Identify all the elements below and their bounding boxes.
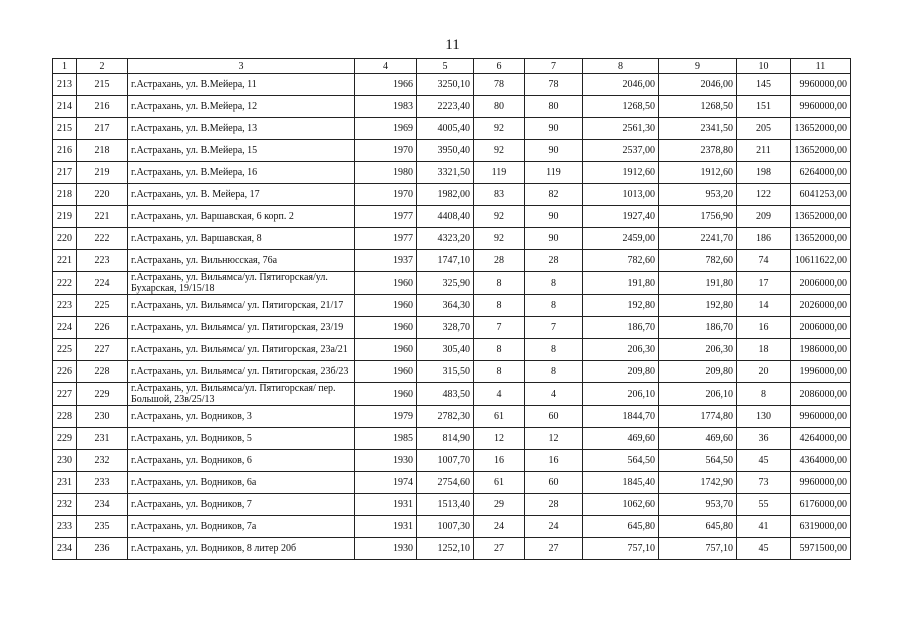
cell-total-area: 2223,40 — [417, 96, 474, 118]
cell-area-a: 564,50 — [583, 450, 659, 472]
table-row — [53, 206, 851, 228]
cell-address: г.Астрахань, ул. В.Мейера, 12 — [128, 96, 355, 118]
cell-area-b: 2241,70 — [659, 228, 737, 250]
cell-row-index: 227 — [53, 383, 77, 406]
cell-residents: 55 — [737, 494, 791, 516]
cell-count-a: 80 — [474, 96, 525, 118]
cell-object-number: 223 — [77, 250, 128, 272]
cell-row-index: 214 — [53, 96, 77, 118]
table-row — [53, 96, 851, 118]
cell-year-built: 1970 — [355, 140, 417, 162]
cell-area-b: 757,10 — [659, 538, 737, 560]
table-row — [53, 228, 851, 250]
table-row — [53, 428, 851, 450]
column-header-7: 7 — [525, 59, 583, 74]
table-row — [53, 339, 851, 361]
cell-residents: 8 — [737, 383, 791, 406]
cell-cost: 13652000,00 — [791, 118, 851, 140]
cell-cost: 2026000,00 — [791, 295, 851, 317]
cell-area-b: 2046,00 — [659, 74, 737, 96]
cell-count-b: 7 — [525, 317, 583, 339]
cell-area-b: 564,50 — [659, 450, 737, 472]
cell-area-b: 209,80 — [659, 361, 737, 383]
cell-area-b: 1268,50 — [659, 96, 737, 118]
cell-row-index: 229 — [53, 428, 77, 450]
cell-area-a: 1912,60 — [583, 162, 659, 184]
cell-address: г.Астрахань, ул. Водников, 7 — [128, 494, 355, 516]
cell-residents: 45 — [737, 450, 791, 472]
cell-area-a: 469,60 — [583, 428, 659, 450]
cell-count-b: 82 — [525, 184, 583, 206]
cell-cost: 2006000,00 — [791, 317, 851, 339]
cell-count-b: 27 — [525, 538, 583, 560]
cell-residents: 73 — [737, 472, 791, 494]
cell-residents: 186 — [737, 228, 791, 250]
column-header-6: 6 — [474, 59, 525, 74]
cell-cost: 9960000,00 — [791, 406, 851, 428]
cell-row-index: 225 — [53, 339, 77, 361]
cell-year-built: 1960 — [355, 383, 417, 406]
cell-count-a: 7 — [474, 317, 525, 339]
cell-area-a: 2046,00 — [583, 74, 659, 96]
cell-count-a: 16 — [474, 450, 525, 472]
cell-cost: 1986000,00 — [791, 339, 851, 361]
cell-object-number: 224 — [77, 272, 128, 295]
table-row — [53, 184, 851, 206]
cell-total-area: 1007,30 — [417, 516, 474, 538]
cell-object-number: 222 — [77, 228, 128, 250]
cell-count-b: 80 — [525, 96, 583, 118]
cell-area-a: 2561,30 — [583, 118, 659, 140]
cell-residents: 74 — [737, 250, 791, 272]
cell-year-built: 1930 — [355, 450, 417, 472]
cell-object-number: 230 — [77, 406, 128, 428]
page-number: 11 — [445, 37, 460, 53]
cell-count-a: 24 — [474, 516, 525, 538]
cell-area-b: 206,10 — [659, 383, 737, 406]
cell-object-number: 235 — [77, 516, 128, 538]
cell-count-b: 78 — [525, 74, 583, 96]
cell-area-b: 2341,50 — [659, 118, 737, 140]
cell-address: г.Астрахань, ул. Варшавская, 6 корп. 2 — [128, 206, 355, 228]
cell-year-built: 1960 — [355, 272, 417, 295]
cell-residents: 151 — [737, 96, 791, 118]
cell-count-b: 8 — [525, 272, 583, 295]
table-header-row — [53, 59, 851, 74]
table-row — [53, 250, 851, 272]
cell-residents: 205 — [737, 118, 791, 140]
cell-area-a: 1844,70 — [583, 406, 659, 428]
column-header-3: 3 — [128, 59, 355, 74]
cell-count-a: 119 — [474, 162, 525, 184]
cell-total-area: 4005,40 — [417, 118, 474, 140]
cell-count-a: 8 — [474, 295, 525, 317]
cell-address: г.Астрахань, ул. В. Мейера, 17 — [128, 184, 355, 206]
cell-year-built: 1983 — [355, 96, 417, 118]
cell-address: г.Астрахань, ул. Водников, 6 — [128, 450, 355, 472]
cell-area-b: 1756,90 — [659, 206, 737, 228]
cell-object-number: 219 — [77, 162, 128, 184]
cell-count-b: 12 — [525, 428, 583, 450]
cell-count-a: 78 — [474, 74, 525, 96]
cell-cost: 4264000,00 — [791, 428, 851, 450]
table-row — [53, 295, 851, 317]
cell-object-number: 229 — [77, 383, 128, 406]
cell-year-built: 1974 — [355, 472, 417, 494]
cell-row-index: 220 — [53, 228, 77, 250]
column-header-9: 9 — [659, 59, 737, 74]
cell-object-number: 218 — [77, 140, 128, 162]
cell-residents: 198 — [737, 162, 791, 184]
cell-residents: 16 — [737, 317, 791, 339]
cell-total-area: 3250,10 — [417, 74, 474, 96]
table-row — [53, 406, 851, 428]
cell-address: г.Астрахань, ул. Вильямса/ул. Пятигорская/ пер. Большой, 23в/25/13 — [128, 383, 355, 406]
cell-year-built: 1977 — [355, 206, 417, 228]
cell-year-built: 1979 — [355, 406, 417, 428]
housing-registry-table — [52, 58, 851, 560]
cell-area-a: 209,80 — [583, 361, 659, 383]
cell-cost: 9960000,00 — [791, 74, 851, 96]
cell-address: г.Астрахань, ул. В.Мейера, 15 — [128, 140, 355, 162]
cell-cost: 10611622,00 — [791, 250, 851, 272]
cell-area-b: 186,70 — [659, 317, 737, 339]
cell-row-index: 216 — [53, 140, 77, 162]
cell-cost: 4364000,00 — [791, 450, 851, 472]
cell-year-built: 1960 — [355, 295, 417, 317]
cell-total-area: 814,90 — [417, 428, 474, 450]
cell-total-area: 315,50 — [417, 361, 474, 383]
table-row — [53, 272, 851, 295]
cell-area-a: 1062,60 — [583, 494, 659, 516]
table-row — [53, 74, 851, 96]
cell-row-index: 230 — [53, 450, 77, 472]
cell-year-built: 1960 — [355, 317, 417, 339]
cell-area-a: 2537,00 — [583, 140, 659, 162]
cell-year-built: 1930 — [355, 538, 417, 560]
cell-total-area: 2782,30 — [417, 406, 474, 428]
cell-count-b: 28 — [525, 494, 583, 516]
cell-residents: 122 — [737, 184, 791, 206]
cell-count-a: 29 — [474, 494, 525, 516]
cell-area-b: 645,80 — [659, 516, 737, 538]
cell-count-b: 60 — [525, 406, 583, 428]
cell-address: г.Астрахань, ул. Вильнюсская, 76а — [128, 250, 355, 272]
cell-residents: 36 — [737, 428, 791, 450]
cell-address: г.Астрахань, ул. В.Мейера, 11 — [128, 74, 355, 96]
cell-area-a: 782,60 — [583, 250, 659, 272]
cell-total-area: 305,40 — [417, 339, 474, 361]
cell-address: г.Астрахань, ул. Водников, 6а — [128, 472, 355, 494]
column-header-2: 2 — [77, 59, 128, 74]
cell-cost: 6264000,00 — [791, 162, 851, 184]
cell-residents: 41 — [737, 516, 791, 538]
cell-row-index: 224 — [53, 317, 77, 339]
cell-area-a: 186,70 — [583, 317, 659, 339]
cell-total-area: 3321,50 — [417, 162, 474, 184]
cell-object-number: 234 — [77, 494, 128, 516]
cell-object-number: 231 — [77, 428, 128, 450]
cell-area-b: 206,30 — [659, 339, 737, 361]
table-row — [53, 472, 851, 494]
cell-row-index: 215 — [53, 118, 77, 140]
cell-area-b: 953,20 — [659, 184, 737, 206]
cell-row-index: 223 — [53, 295, 77, 317]
cell-count-b: 90 — [525, 206, 583, 228]
cell-area-b: 1742,90 — [659, 472, 737, 494]
cell-area-a: 1013,00 — [583, 184, 659, 206]
cell-object-number: 233 — [77, 472, 128, 494]
cell-area-b: 1774,80 — [659, 406, 737, 428]
cell-row-index: 219 — [53, 206, 77, 228]
cell-area-b: 1912,60 — [659, 162, 737, 184]
table-row — [53, 317, 851, 339]
cell-count-b: 4 — [525, 383, 583, 406]
cell-residents: 14 — [737, 295, 791, 317]
cell-row-index: 232 — [53, 494, 77, 516]
cell-total-area: 1982,00 — [417, 184, 474, 206]
cell-cost: 9960000,00 — [791, 472, 851, 494]
cell-count-a: 61 — [474, 472, 525, 494]
cell-row-index: 218 — [53, 184, 77, 206]
cell-object-number: 226 — [77, 317, 128, 339]
cell-address: г.Астрахань, ул. Вильямса/ ул. Пятигорская, 21/17 — [128, 295, 355, 317]
cell-residents: 209 — [737, 206, 791, 228]
cell-address: г.Астрахань, ул. Водников, 7а — [128, 516, 355, 538]
cell-count-a: 8 — [474, 361, 525, 383]
cell-residents: 17 — [737, 272, 791, 295]
cell-total-area: 1252,10 — [417, 538, 474, 560]
cell-address: г.Астрахань, ул. Водников, 5 — [128, 428, 355, 450]
cell-object-number: 236 — [77, 538, 128, 560]
table-row — [53, 450, 851, 472]
cell-count-b: 90 — [525, 228, 583, 250]
cell-area-b: 2378,80 — [659, 140, 737, 162]
cell-total-area: 3950,40 — [417, 140, 474, 162]
cell-count-a: 8 — [474, 272, 525, 295]
cell-cost: 13652000,00 — [791, 206, 851, 228]
cell-address: г.Астрахань, ул. Варшавская, 8 — [128, 228, 355, 250]
cell-year-built: 1937 — [355, 250, 417, 272]
cell-count-a: 28 — [474, 250, 525, 272]
cell-row-index: 213 — [53, 74, 77, 96]
cell-count-a: 61 — [474, 406, 525, 428]
cell-area-a: 1268,50 — [583, 96, 659, 118]
cell-row-index: 234 — [53, 538, 77, 560]
cell-cost: 6041253,00 — [791, 184, 851, 206]
cell-row-index: 221 — [53, 250, 77, 272]
table-body — [53, 74, 851, 560]
cell-count-a: 4 — [474, 383, 525, 406]
cell-year-built: 1977 — [355, 228, 417, 250]
cell-count-a: 12 — [474, 428, 525, 450]
cell-count-a: 92 — [474, 140, 525, 162]
table-row — [53, 494, 851, 516]
column-header-5: 5 — [417, 59, 474, 74]
cell-count-b: 8 — [525, 361, 583, 383]
cell-total-area: 1513,40 — [417, 494, 474, 516]
cell-total-area: 4408,40 — [417, 206, 474, 228]
cell-area-a: 192,80 — [583, 295, 659, 317]
cell-address: г.Астрахань, ул. Вильямса/ ул. Пятигорская, 23/19 — [128, 317, 355, 339]
cell-area-a: 206,30 — [583, 339, 659, 361]
cell-cost: 13652000,00 — [791, 140, 851, 162]
cell-object-number: 221 — [77, 206, 128, 228]
table-row — [53, 516, 851, 538]
cell-count-a: 92 — [474, 206, 525, 228]
column-header-11: 11 — [791, 59, 851, 74]
cell-total-area: 483,50 — [417, 383, 474, 406]
cell-row-index: 231 — [53, 472, 77, 494]
cell-count-b: 24 — [525, 516, 583, 538]
column-header-1: 1 — [53, 59, 77, 74]
cell-year-built: 1985 — [355, 428, 417, 450]
cell-residents: 211 — [737, 140, 791, 162]
table-row — [53, 162, 851, 184]
cell-count-b: 28 — [525, 250, 583, 272]
cell-address: г.Астрахань, ул. В.Мейера, 13 — [128, 118, 355, 140]
cell-address: г.Астрахань, ул. Вильямса/ ул. Пятигорская, 23а/21 — [128, 339, 355, 361]
cell-residents: 18 — [737, 339, 791, 361]
cell-address: г.Астрахань, ул. Вильямса/ ул. Пятигорская, 23б/23 — [128, 361, 355, 383]
cell-cost: 13652000,00 — [791, 228, 851, 250]
cell-area-b: 469,60 — [659, 428, 737, 450]
cell-cost: 1996000,00 — [791, 361, 851, 383]
cell-object-number: 228 — [77, 361, 128, 383]
cell-count-b: 8 — [525, 295, 583, 317]
table-row — [53, 118, 851, 140]
cell-count-a: 92 — [474, 228, 525, 250]
column-header-8: 8 — [583, 59, 659, 74]
cell-area-a: 1927,40 — [583, 206, 659, 228]
cell-year-built: 1960 — [355, 339, 417, 361]
cell-object-number: 216 — [77, 96, 128, 118]
cell-year-built: 1966 — [355, 74, 417, 96]
cell-row-index: 217 — [53, 162, 77, 184]
cell-count-b: 8 — [525, 339, 583, 361]
cell-total-area: 364,30 — [417, 295, 474, 317]
cell-row-index: 222 — [53, 272, 77, 295]
cell-area-b: 192,80 — [659, 295, 737, 317]
cell-row-index: 226 — [53, 361, 77, 383]
cell-address: г.Астрахань, ул. Водников, 3 — [128, 406, 355, 428]
table-row — [53, 361, 851, 383]
cell-cost: 6319000,00 — [791, 516, 851, 538]
cell-total-area: 325,90 — [417, 272, 474, 295]
cell-residents: 20 — [737, 361, 791, 383]
cell-total-area: 1007,70 — [417, 450, 474, 472]
cell-year-built: 1931 — [355, 494, 417, 516]
cell-cost: 6176000,00 — [791, 494, 851, 516]
cell-row-index: 233 — [53, 516, 77, 538]
cell-year-built: 1931 — [355, 516, 417, 538]
cell-area-a: 206,10 — [583, 383, 659, 406]
cell-count-b: 90 — [525, 140, 583, 162]
table-row — [53, 538, 851, 560]
table-row — [53, 140, 851, 162]
cell-count-b: 60 — [525, 472, 583, 494]
cell-address: г.Астрахань, ул. Вильямса/ул. Пятигорская/ул. Бухарская, 19/15/18 — [128, 272, 355, 295]
column-header-4: 4 — [355, 59, 417, 74]
cell-area-a: 757,10 — [583, 538, 659, 560]
cell-year-built: 1969 — [355, 118, 417, 140]
cell-count-a: 92 — [474, 118, 525, 140]
cell-object-number: 217 — [77, 118, 128, 140]
cell-area-a: 1845,40 — [583, 472, 659, 494]
cell-object-number: 232 — [77, 450, 128, 472]
cell-object-number: 215 — [77, 74, 128, 96]
cell-address: г.Астрахань, ул. В.Мейера, 16 — [128, 162, 355, 184]
cell-total-area: 2754,60 — [417, 472, 474, 494]
cell-object-number: 227 — [77, 339, 128, 361]
cell-count-a: 8 — [474, 339, 525, 361]
cell-cost: 2086000,00 — [791, 383, 851, 406]
column-header-10: 10 — [737, 59, 791, 74]
cell-total-area: 328,70 — [417, 317, 474, 339]
cell-count-b: 90 — [525, 118, 583, 140]
cell-object-number: 220 — [77, 184, 128, 206]
cell-count-a: 27 — [474, 538, 525, 560]
cell-residents: 45 — [737, 538, 791, 560]
cell-total-area: 1747,10 — [417, 250, 474, 272]
cell-total-area: 4323,20 — [417, 228, 474, 250]
cell-year-built: 1980 — [355, 162, 417, 184]
cell-area-b: 953,70 — [659, 494, 737, 516]
cell-row-index: 228 — [53, 406, 77, 428]
cell-residents: 130 — [737, 406, 791, 428]
cell-year-built: 1970 — [355, 184, 417, 206]
cell-object-number: 225 — [77, 295, 128, 317]
cell-cost: 5971500,00 — [791, 538, 851, 560]
cell-residents: 145 — [737, 74, 791, 96]
cell-area-b: 782,60 — [659, 250, 737, 272]
cell-count-b: 119 — [525, 162, 583, 184]
cell-count-b: 16 — [525, 450, 583, 472]
cell-area-a: 2459,00 — [583, 228, 659, 250]
cell-area-a: 645,80 — [583, 516, 659, 538]
cell-area-b: 191,80 — [659, 272, 737, 295]
cell-year-built: 1960 — [355, 361, 417, 383]
cell-address: г.Астрахань, ул. Водников, 8 литер 20б — [128, 538, 355, 560]
table-row — [53, 383, 851, 406]
cell-cost: 2006000,00 — [791, 272, 851, 295]
cell-count-a: 83 — [474, 184, 525, 206]
cell-cost: 9960000,00 — [791, 96, 851, 118]
cell-area-a: 191,80 — [583, 272, 659, 295]
